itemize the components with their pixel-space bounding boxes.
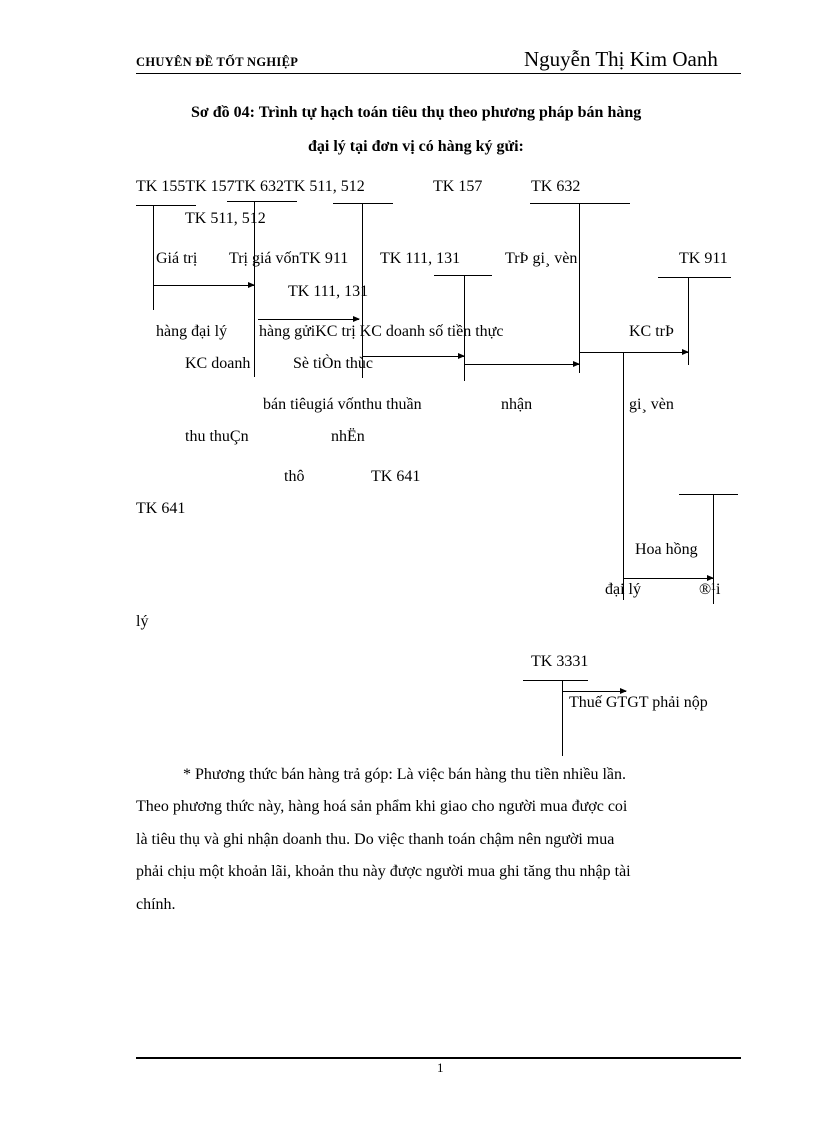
arrow-gia-tri (153, 285, 254, 286)
header-author: Nguyễn Thị Kim Oanh (524, 47, 718, 71)
tk632-label: TK 632 (531, 178, 581, 195)
tk641-t-line (679, 494, 738, 495)
arrow-kc-trp (579, 352, 688, 353)
paragraph-line-2: Theo phương thức này, hàng hoá sản phẩm khi giao cho người mua được coi (136, 798, 628, 815)
tk111-131-label-a: TK 111, 131 (380, 250, 461, 267)
nhan-label: nhận (501, 396, 533, 413)
hoa-hong-label: Hoa hồng (635, 541, 698, 558)
tk641-label-b: TK 641 (136, 500, 186, 517)
tri-gia-von-label: Trị giá vốnTK 911 (229, 250, 349, 267)
tk632-right-vertical (579, 203, 580, 373)
arrow-thue-gtgt (562, 691, 626, 692)
page-number: 1 (437, 1060, 444, 1075)
arrow-hoa-hong (623, 578, 713, 579)
tk111-131-label-b: TK 111, 131 (288, 283, 369, 300)
tk3331-label: TK 3331 (531, 653, 589, 670)
tho-label: thô (284, 468, 305, 485)
arrow-kc-doanh (362, 356, 464, 357)
tk155-t-line (136, 205, 196, 206)
trp-gi-ven-label: TrÞ gi¸ vèn (505, 250, 578, 267)
ly-label: lý (136, 613, 149, 630)
diagram-title-line2: đại lý tại đơn vị có hàng ký gửi: (308, 138, 524, 155)
arrow-so-tien (464, 364, 579, 365)
tk111-131-vertical (464, 275, 465, 381)
tk111-131-t-line (434, 275, 492, 276)
gia-tri-label: Giá trị (156, 250, 198, 267)
thue-gtgt-label: Thuế GTGT phải nộp (569, 694, 708, 711)
diagram-title-line1: Sơ đồ 04: Trình tự hạch toán tiêu thụ theo phương pháp bán hàng (191, 104, 642, 121)
tk511-512-label: TK 511, 512 (185, 210, 266, 227)
tk911-t-line (658, 277, 731, 278)
tk632-vertical (362, 203, 363, 378)
dai-ly-b-label: ®¹i (699, 581, 721, 598)
se-tien-thuc-label: Sè tiÒn thùc (293, 355, 373, 372)
tk632-t-line (333, 203, 393, 204)
dai-ly-label: đại lý (605, 581, 641, 598)
tk632-right-t-line (530, 203, 630, 204)
thu-thuan-label: thu thuÇn (185, 428, 249, 445)
tk641-vertical (713, 494, 714, 604)
paragraph-line-1: * Phương thức bán hàng trả góp: Là việc bán hàng thu tiền nhiều lần. (183, 766, 627, 783)
header-title: CHUYÊN ĐỀ TỐT NGHIỆP (136, 55, 299, 69)
tk3331-t-line (523, 680, 588, 681)
arrow-tri-gia-von (258, 319, 359, 320)
kc-doanh-label: KC doanh (185, 355, 251, 372)
tk157-label: TK 157 (433, 178, 483, 195)
ban-tieu-label: bán tiêugiá vốnthu thuần (263, 396, 422, 413)
paragraph-line-5: chính. (136, 896, 176, 913)
kc-trp-vertical (623, 352, 624, 600)
paragraph-line-4: phải chịu một khoản lãi, khoản thu này được người mua ghi tăng thu nhập tài (136, 863, 631, 880)
tk911-label: TK 911 (679, 250, 728, 267)
nhen-label: nhËn (331, 428, 365, 445)
tk155-vertical (153, 205, 154, 310)
tk157-vertical (254, 201, 255, 377)
paragraph-line-3: là tiêu thụ và ghi nhận doanh thu. Do việc thanh toán chậm nên người mua (136, 831, 615, 848)
kc-trp-label: KC trÞ (629, 323, 674, 340)
header-divider (136, 73, 741, 74)
tk157-t-line (227, 201, 297, 202)
row1-accounts-label: TK 155TK 157TK 632TK 511, 512 (136, 178, 365, 195)
tk641-label-a: TK 641 (371, 468, 421, 485)
footer-divider (136, 1057, 741, 1059)
gi-ven-label: gi¸ vèn (629, 396, 674, 413)
hang-gui-kc-label: hàng gửiKC trị KC doanh số tiền thực (259, 323, 504, 340)
hang-dai-ly-label: hàng đại lý (156, 323, 228, 340)
